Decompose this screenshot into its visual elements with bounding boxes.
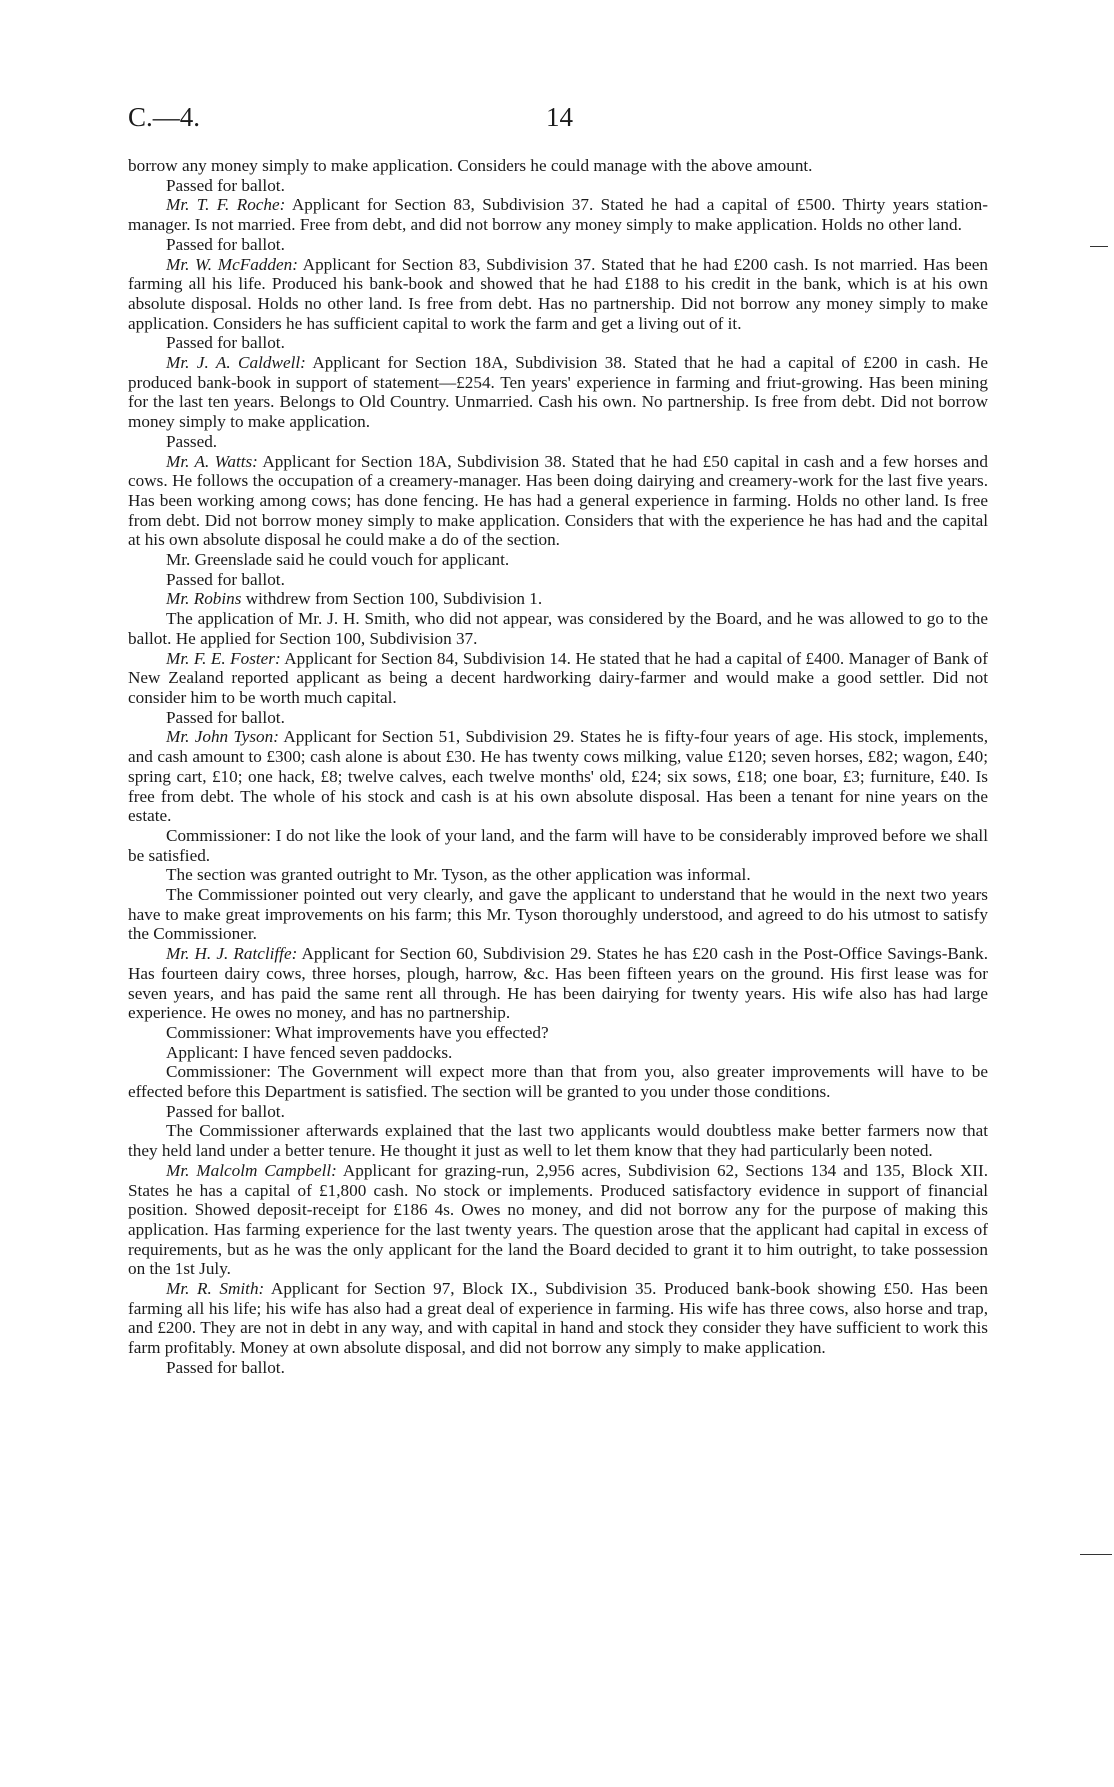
paragraph: Passed for ballot.	[166, 569, 285, 589]
margin-mark	[1080, 1554, 1112, 1555]
paragraph: The section was granted outright to Mr. Tyson, as the other application was informal.	[166, 865, 751, 885]
paragraph: Passed for ballot.	[166, 175, 285, 195]
paragraph: borrow any money simply to make application. Considers he could manage with the above amount.	[128, 156, 813, 175]
paragraph: Passed.	[166, 431, 218, 451]
paragraph: Passed for ballot.	[166, 333, 285, 353]
page-header	[128, 102, 988, 136]
margin-mark	[1090, 246, 1108, 247]
paragraph: The Commissioner pointed out very clearly, and gave the applicant to understand that he would in the next two years have to make great improvements on his farm; this Mr. Tyson thoroughly understood, and agreed to do his utmost to satisfy the Commissioner.	[128, 885, 988, 944]
paragraph: Mr. T. F. Roche: Applicant for Section 83, Subdivision 37. Stated he had a capital of £500. Thirty years station-manager. Is not married. Free from debt, and did not borrow any money simply to make application. Holds no other land.	[128, 195, 988, 235]
paragraph: Passed for ballot.	[166, 1357, 285, 1377]
paragraph: Passed for ballot.	[166, 234, 285, 254]
paragraph: Mr. W. McFadden: Applicant for Section 83, Subdivision 37. Stated that he had £200 cash. Is not married. Has been farming all his life. Produced his bank-book and showed that he had £188 to his credit in the bank, which is at his own absolute disposal. Holds no other land. Is free from debt. Has no partnership. Did not borrow any money simply to make application. Considers he has sufficient capital to work the farm and get a living out of it.	[128, 254, 988, 333]
paragraph: The Commissioner afterwards explained that the last two applicants would doubtless make better farmers now that they held land under a better tenure. He thought it just as well to let them know that they had particularly been noted.	[128, 1121, 988, 1161]
paragraph: Mr. H. J. Ratcliffe: Applicant for Section 60, Subdivision 29. States he has £20 cash in the Post-Office Savings-Bank. Has fourteen dairy cows, three horses, plough, harrow, &c. Has been fifteen years on the ground. His first lease was for seven years, and has paid the same rent all through. He has been dairying for twenty years. His wife also has had large experience. He owes no money, and has no partnership.	[128, 944, 988, 1023]
paragraph: Commissioner: The Government will expect more than that from you, also greater improvements will have to be effected before this Department is satisfied. The section will be granted to you under those conditions.	[128, 1062, 988, 1102]
paragraph: Mr. R. Smith: Applicant for Section 97, Block IX., Subdivision 35. Produced bank-book showing £50. Has been farming all his life; his wife has also had a great deal of experience in farming. His wife has three cows, also horse and trap, and £200. They are not in debt in any way, and with capital in hand and stock they consider they have sufficient to work this farm profitably. Money at own absolute disposal, and did not borrow any simply to make application.	[128, 1279, 988, 1358]
paragraph: Commissioner: What improvements have you effected?	[166, 1022, 549, 1042]
paragraph: Mr. F. E. Foster: Applicant for Section 84, Subdivision 14. He stated that he had a capital of £400. Manager of Bank of New Zealand reported applicant as being a decent hardworking dairy-farmer and would make a good settler. Did not consider him to be worth much capital.	[128, 648, 988, 707]
body-text	[128, 156, 988, 1378]
paragraph: Applicant: I have fenced seven paddocks.	[166, 1042, 453, 1062]
paragraph: Mr. John Tyson: Applicant for Section 51, Subdivision 29. States he is fifty-four years of age. His stock, implements, and cash amount to £300; cash alone is about £30. He has twenty cows milking, value £120; seven horses, £82; wagon, £40; spring cart, £10; one hack, £8; twelve calves, each twelve months' old, £24; six sows, £18; one boar, £3; furniture, £40. Is free from debt. The whole of his stock and cash is at his own absolute disposal. Has been a tenant for nine years on the estate.	[128, 727, 988, 826]
paragraph: Mr. Malcolm Campbell: Applicant for grazing-run, 2,956 acres, Subdivision 62, Sections 134 and 135, Block XII. States he has a capital of £1,800 cash. No stock or implements. Produced satisfactory evidence in support of financial position. Showed deposit-receipt for £186 4s. Owes no money, and did not borrow any for the purpose of making this application. Has farming experience for the last twenty years. The question arose that the applicant had capital in excess of requirements, but as he was the only applicant for the land the Board decided to grant it to him outright, to take possession on the 1st July.	[128, 1160, 988, 1279]
paragraph: Commissioner: I do not like the look of your land, and the farm will have to be considerably improved before we shall be satisfied.	[128, 825, 988, 865]
paragraph: Mr. Greenslade said he could vouch for applicant.	[166, 550, 510, 570]
paragraph: Mr. Robins withdrew from Section 100, Subdivision 1.	[166, 589, 543, 609]
document-code: C.—4.	[128, 102, 201, 132]
paragraph: Passed for ballot.	[166, 1101, 285, 1121]
paragraph: Mr. J. A. Caldwell: Applicant for Section 18A, Subdivision 38. Stated that he had a capital of £200 in cash. He produced bank-book in support of statement—£254. Ten years' experience in farming and friut-growing. Has been mining for the last ten years. Belongs to Old Country. Unmarried. Cash his own. No partnership. Is free from debt. Did not borrow money simply to make application.	[128, 353, 988, 432]
paragraph: Passed for ballot.	[166, 707, 285, 727]
paragraph: The application of Mr. J. H. Smith, who did not appear, was considered by the Board, and he was allowed to go to the ballot. He applied for Section 100, Subdivision 37.	[128, 609, 988, 648]
page-number: 14	[546, 102, 573, 132]
paragraph: Mr. A. Watts: Applicant for Section 18A, Subdivision 38. Stated that he had £50 capital in cash and a few horses and cows. He follows the occupation of a creamery-manager. Has been doing dairying and creamery-work for the last five years. Has been working among cows; has done fencing. He has had a general experience in farming. Holds no other land. Is free from debt. Did not borrow money simply to make application. Considers that with the experience he has had and the capital at his own absolute disposal he could make a do of the section.	[128, 451, 988, 550]
